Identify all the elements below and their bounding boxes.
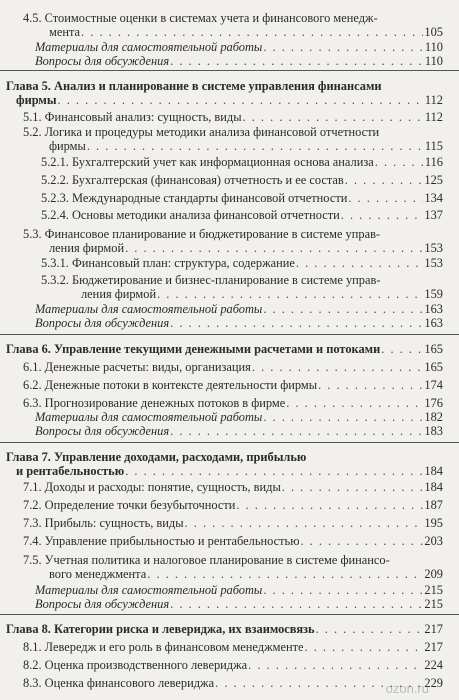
toc-page-number: 215: [424, 583, 443, 597]
toc-entry: [23, 640, 443, 654]
toc-entry-title: мента: [49, 25, 81, 39]
toc-entry: [23, 378, 443, 392]
toc-page-number: 184: [424, 480, 443, 494]
toc-page-number: 182: [424, 410, 443, 424]
toc-entry-title: 7.4. Управление прибыльностью и рентабельностью: [23, 534, 300, 548]
toc-entry-title: 7.1. Доходы и расходы: понятие, сущность, виды: [23, 480, 281, 494]
toc-entry-title-line1: 5.3.2. Бюджетирование и бизнес-планирование в системе управ-: [41, 273, 381, 287]
toc-entry-title: Вопросы для обсуждения: [35, 316, 170, 330]
toc-page-number: 183: [424, 424, 443, 438]
toc-page-number: 163: [424, 316, 443, 330]
toc-entry-title: и рентабельностью: [16, 464, 125, 478]
toc-entry: [35, 40, 443, 54]
toc-entry: [35, 583, 443, 597]
toc-entry-title: 5.2.3. Международные стандарты финансовой отчетности: [41, 191, 348, 205]
toc-page-number: 110: [424, 54, 443, 68]
toc-entry-title: 5.1. Финансовый анализ: сущность, виды: [23, 110, 242, 124]
toc-entry-title: 6.1. Денежные расчеты: виды, организация: [23, 360, 251, 374]
toc-entry-title: 6.2. Денежные потоки в контексте деятельности фирмы: [23, 378, 318, 392]
toc-entry-title: Материалы для самостоятельной работы: [35, 40, 263, 54]
toc-page-number: 176: [424, 396, 443, 410]
toc-entry-title: Материалы для самостоятельной работы: [35, 410, 263, 424]
toc-page-number: 215: [424, 597, 443, 611]
toc-entry: [41, 191, 443, 205]
toc-entry-title: 5.3.1. Финансовый план: структура, содержание: [41, 256, 295, 270]
toc-page-number: 125: [424, 173, 443, 187]
toc-page-number: 153: [424, 241, 443, 255]
toc-chapter: [6, 450, 443, 478]
toc-page-number: 184: [424, 464, 443, 478]
toc-entry-title: Вопросы для обсуждения: [35, 54, 170, 68]
toc-page-number: 217: [424, 640, 443, 654]
toc-entry-title-line1: 5.3. Финансовое планирование и бюджетирование в системе управ-: [23, 227, 381, 241]
toc-entry: [23, 396, 443, 410]
toc-page-number: 159: [424, 287, 443, 301]
toc-page-number: 137: [424, 208, 443, 222]
toc-entry-title: фирмы: [16, 93, 57, 107]
toc-entry: [23, 360, 443, 374]
toc-page-number: 174: [424, 378, 443, 392]
toc-page-number: 112: [424, 110, 443, 124]
toc-entry-title-line1: Глава 7. Управление доходами, расходами, прибылью: [6, 450, 307, 464]
toc-entry-title-line1: 5.2. Логика и процедуры методики анализа финансовой отчетности: [23, 125, 380, 139]
toc-entry: [35, 597, 443, 611]
toc-entry: [35, 424, 443, 438]
divider: [0, 334, 459, 335]
toc-entry-title: фирмы: [49, 139, 86, 153]
toc-entry: [41, 273, 443, 301]
toc-entry-title-line1: 7.5. Учетная политика и налоговое планирование в системе финансо-: [23, 553, 390, 567]
toc-entry-title: ления фирмой: [49, 241, 125, 255]
toc-page-number: 110: [424, 40, 443, 54]
toc-chapter: [6, 79, 443, 107]
toc-page-number: 224: [424, 658, 443, 672]
toc-entry-title-line1: Глава 5. Анализ и планирование в системе управления финансами: [6, 79, 382, 93]
toc-entry-title: 6.3. Прогнозирование денежных потоков в фирме: [23, 396, 286, 410]
toc-entry: [41, 208, 443, 222]
toc-entry-title: Глава 8. Категории риска и левериджа, их взаимосвязь: [6, 622, 315, 636]
toc-entry-title: 7.2. Определение точки безубыточности: [23, 498, 236, 512]
toc-entry-title-line1: 4.5. Стоимостные оценки в системах учета и финансового менедж-: [23, 11, 378, 25]
toc-entry: [23, 125, 443, 153]
toc-entry: [35, 302, 443, 316]
toc-entry-title: Глава 6. Управление текущими денежными расчетами и потоками: [6, 342, 381, 356]
toc-entry: [23, 480, 443, 494]
toc-page-number: 229: [424, 676, 443, 690]
toc-entry-title: Материалы для самостоятельной работы: [35, 583, 263, 597]
toc-entry-title: 7.3. Прибыль: сущность, виды: [23, 516, 184, 530]
toc-entry: [23, 110, 443, 124]
toc-entry-title: Вопросы для обсуждения: [35, 597, 170, 611]
toc-entry: [41, 256, 443, 270]
toc-entry-title: 8.2. Оценка производственного левериджа: [23, 658, 248, 672]
divider: [0, 70, 459, 71]
toc-entry: [35, 54, 443, 68]
toc-entry: [41, 155, 443, 169]
toc-page-number: 195: [424, 516, 443, 530]
toc-entry-title: ления фирмой: [81, 287, 157, 301]
toc-page-number: 203: [424, 534, 443, 548]
toc-page-number: 115: [424, 139, 443, 153]
toc-entry-title: 5.2.2. Бухгалтерская (финансовая) отчетность и ее состав: [41, 173, 344, 187]
toc-page-number: 134: [424, 191, 443, 205]
toc-page-number: 165: [424, 360, 443, 374]
toc-entry: [23, 11, 443, 39]
toc-entry-title: 5.2.4. Основы методики анализа финансовой отчетности: [41, 208, 340, 222]
toc-entry: [23, 658, 443, 672]
toc-page-number: 209: [424, 567, 443, 581]
toc-page-number: 153: [424, 256, 443, 270]
toc-entry-title: 8.3. Оценка финансового левериджа: [23, 676, 215, 690]
toc-entry: [41, 173, 443, 187]
toc-entry: [23, 534, 443, 548]
toc-entry-title: 5.2.1. Бухгалтерский учет как информационная основа анализа: [41, 155, 374, 169]
toc-page-number: 187: [424, 498, 443, 512]
toc-entry-title: Вопросы для обсуждения: [35, 424, 170, 438]
toc-entry-title: Материалы для самостоятельной работы: [35, 302, 263, 316]
toc-entry: [35, 316, 443, 330]
toc-entry: [23, 227, 443, 255]
toc-entry: [23, 676, 443, 690]
toc-page-number: 217: [424, 622, 443, 636]
toc-page-number: 163: [424, 302, 443, 316]
toc-entry-title: вого менеджмента: [49, 567, 147, 581]
toc-entry: [23, 516, 443, 530]
divider: [0, 614, 459, 615]
toc-entry-title: 8.1. Левередж и его роль в финансовом менеджменте: [23, 640, 304, 654]
toc-entry: [35, 410, 443, 424]
toc-entry: [23, 498, 443, 512]
toc-entry: [23, 553, 443, 581]
toc-chapter: [6, 622, 443, 636]
toc-chapter: [6, 342, 443, 356]
toc-page-number: 116: [424, 155, 443, 169]
toc-page-number: 165: [424, 342, 443, 356]
divider: [0, 442, 459, 443]
watermark: ozon.ru: [385, 681, 429, 696]
toc-page-number: 105: [424, 25, 443, 39]
toc-page-number: 112: [424, 93, 443, 107]
